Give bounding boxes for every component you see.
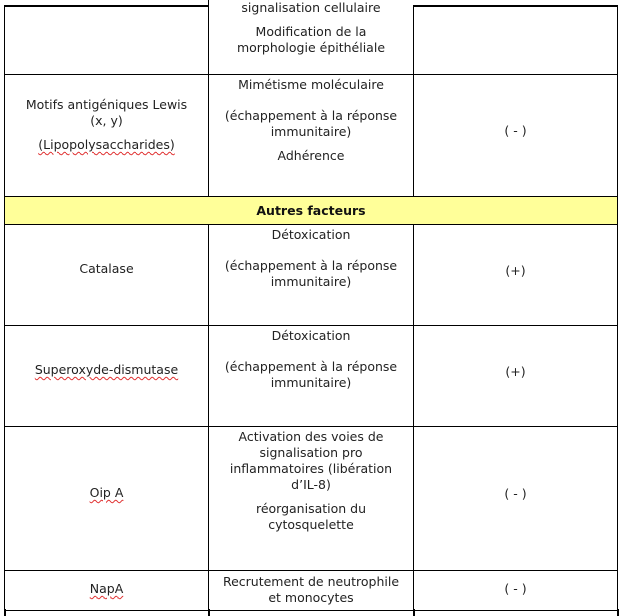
role-cell: [208, 571, 413, 610]
factor-cell: [4, 326, 208, 426]
role-cell: [208, 0, 413, 74]
table-row: [4, 75, 618, 197]
role-text: (échappement à la réponse immunitaire): [224, 258, 398, 289]
role-cell: [208, 225, 413, 325]
factor-cell: [4, 427, 208, 570]
role-text: Mimétisme moléculaire: [238, 77, 384, 92]
role-text: signalisation cellulaire: [241, 0, 381, 15]
effect-cell: ( - ): [413, 427, 618, 570]
table-row: [4, 225, 618, 326]
role-text: réorganisation du cytosquelette: [255, 501, 367, 532]
factor-name: Oip A: [89, 485, 124, 500]
role-text: (échappement à la réponse immunitaire): [224, 359, 398, 390]
role-cell: [208, 326, 413, 426]
factor-name: NapA: [89, 581, 124, 596]
factor-name: Superoxyde-dismutase: [34, 362, 179, 377]
factor-cell: [4, 75, 208, 196]
role-text: Détoxication: [271, 227, 351, 242]
role-cell: [208, 427, 413, 570]
role-text: Adhérence: [277, 148, 345, 163]
factor-cell: [4, 571, 208, 610]
role-text: (échappement à la réponse immunitaire): [224, 108, 398, 139]
role-cell: [208, 75, 413, 196]
role-text: Détoxication: [271, 328, 351, 343]
role-text: Recrutement de neutrophile et monocytes: [222, 574, 400, 605]
section-header-autres-facteurs: Autres facteurs: [4, 197, 618, 225]
column-border: [4, 609, 6, 616]
factor-name: Motifs antigéniques Lewis (x, y): [25, 97, 188, 128]
column-border: [413, 609, 415, 616]
factor-cell: [4, 5, 208, 74]
effect-cell: [413, 5, 618, 74]
effect-cell: ( - ): [413, 571, 618, 610]
effect-cell: (+): [413, 225, 618, 325]
table-row: [4, 571, 618, 611]
factor-name: (Lipopolysaccharides): [38, 137, 175, 152]
table-row: [4, 427, 618, 571]
table-row: [4, 0, 618, 75]
virulence-factors-table: [4, 0, 618, 611]
role-text: Modification de la morphologie épithéliale: [236, 24, 386, 55]
column-border: [617, 609, 619, 616]
role-text: Activation des voies de signalisation pro inflammatoires (libération d’IL-8): [229, 429, 393, 492]
effect-cell: ( - ): [413, 75, 618, 196]
factor-cell: Catalase: [4, 225, 208, 325]
effect-cell: (+): [413, 326, 618, 426]
column-border: [208, 609, 210, 616]
table-row: [4, 326, 618, 427]
